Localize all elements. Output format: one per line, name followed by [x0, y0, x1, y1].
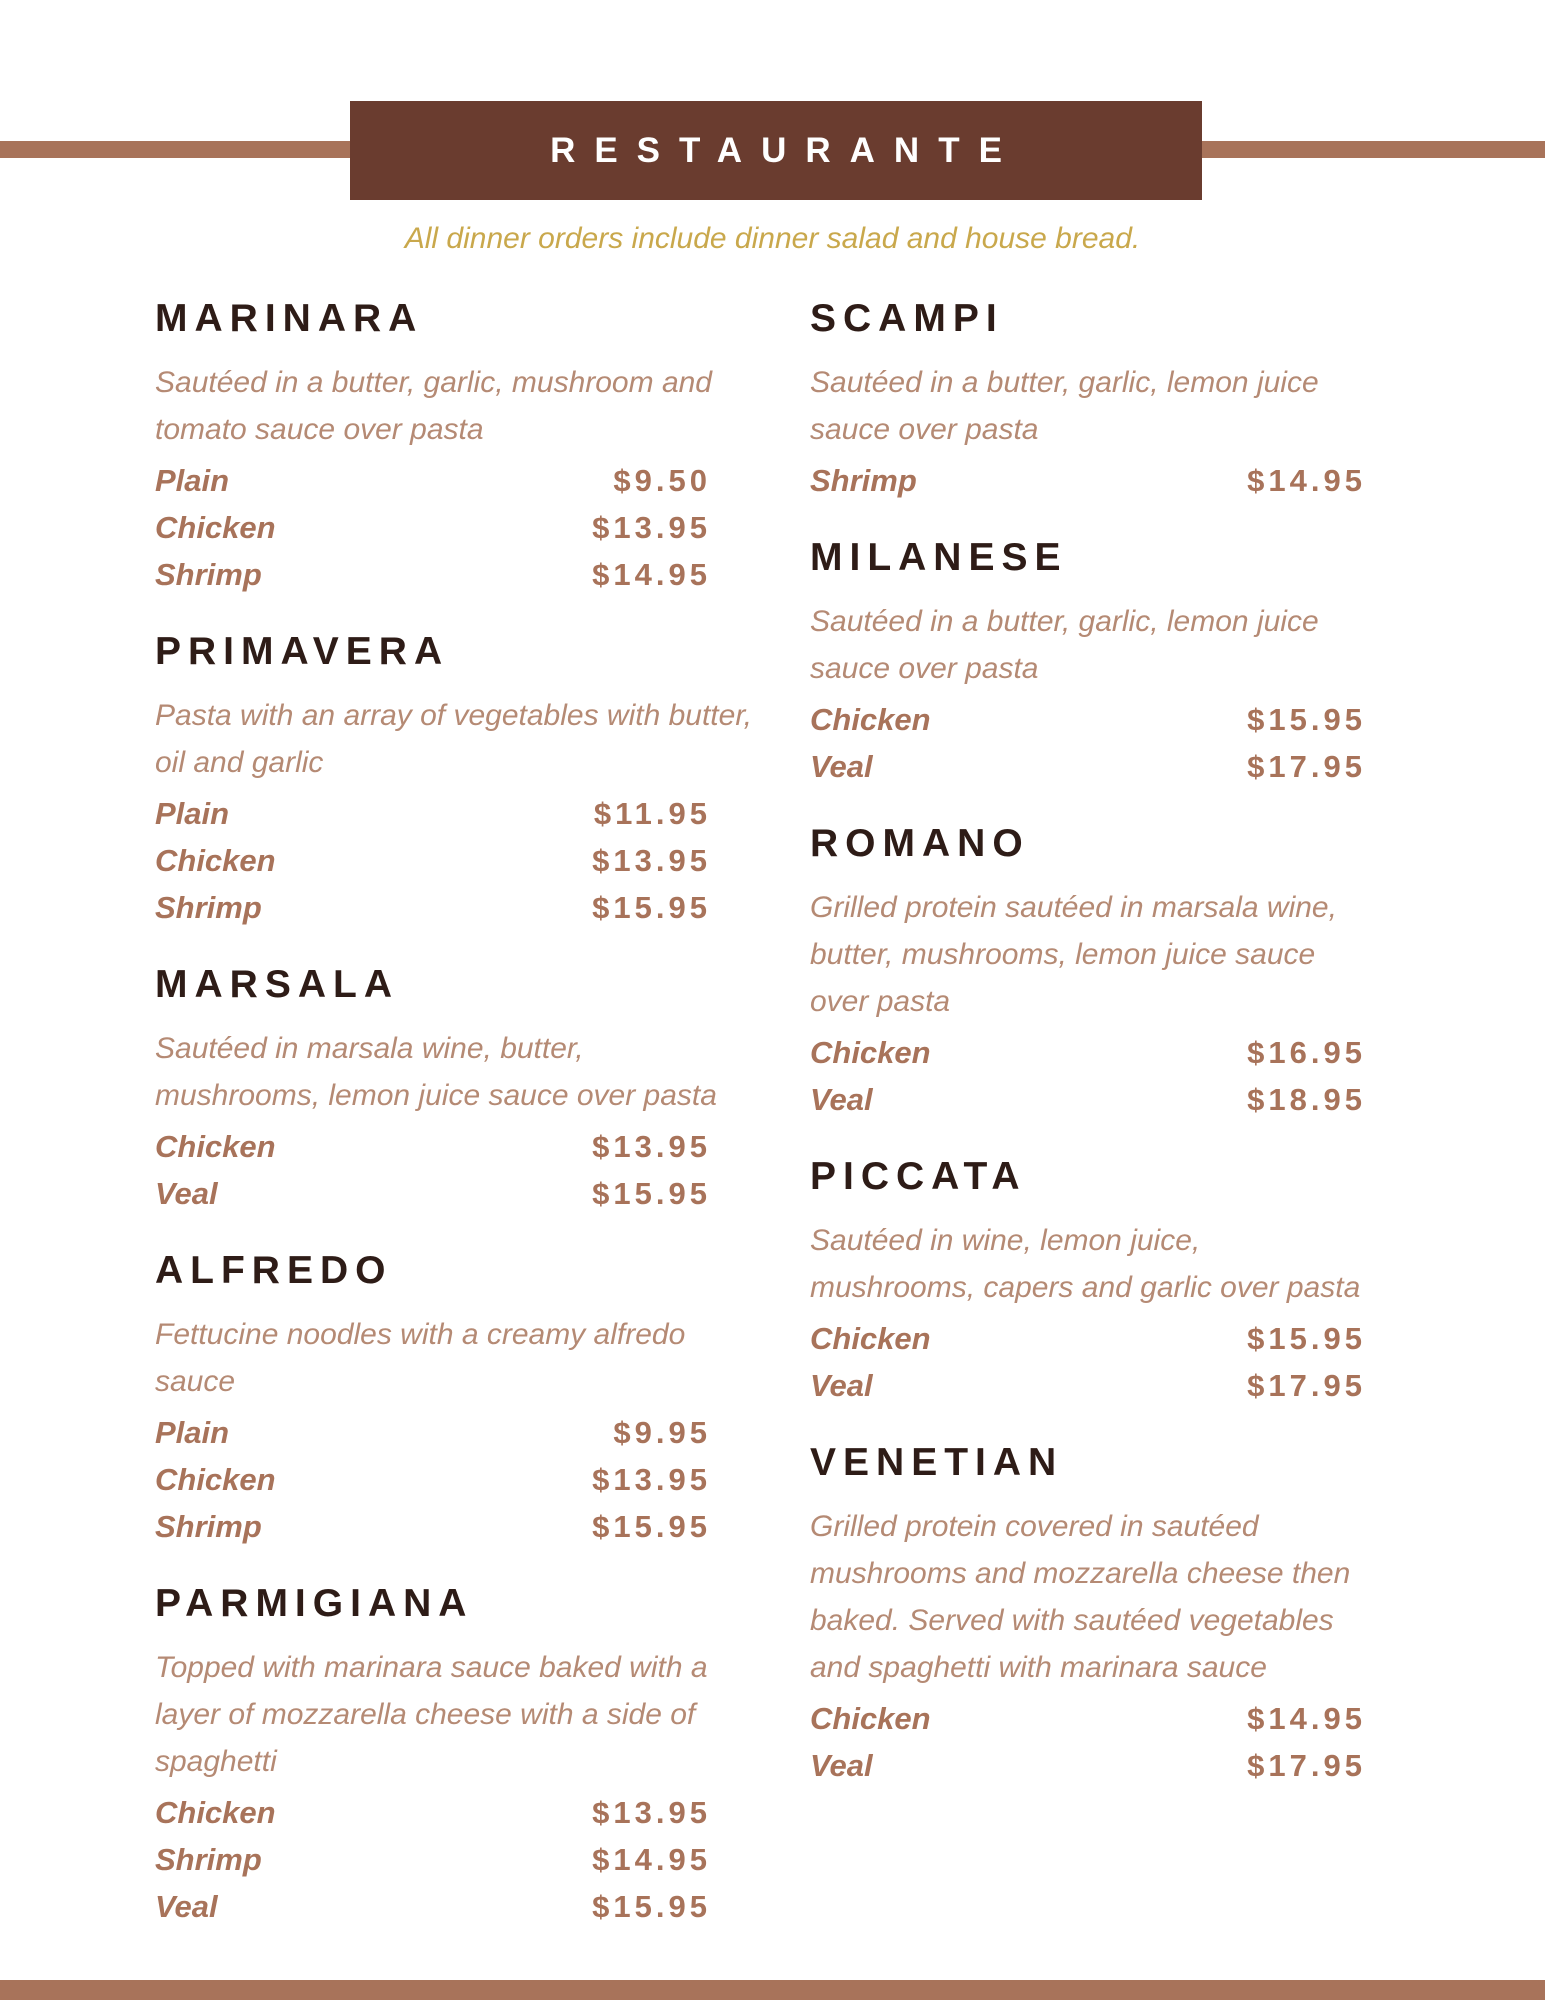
section-title: VENETIAN: [810, 1441, 1064, 1484]
menu-item-name: Chicken: [155, 1795, 276, 1830]
section-description: Grilled protein sautéed in marsala wine, butter, mushrooms, lemon juice sauce over pasta: [810, 891, 1337, 1018]
menu-item-name: Shrimp: [155, 1509, 262, 1544]
menu-note: All dinner orders include dinner salad and house bread.: [404, 222, 1141, 255]
menu-item-price: $13.95: [592, 510, 711, 545]
section-title: SCAMPI: [810, 297, 1004, 340]
menu-item-name: Chicken: [155, 843, 276, 878]
menu-item-name: Shrimp: [155, 1842, 262, 1877]
menu-item-name: Shrimp: [155, 557, 262, 592]
menu-item-row: [155, 1836, 711, 1883]
menu-item-price: $14.95: [1247, 463, 1366, 498]
menu-section-marsala: [155, 961, 755, 1217]
menu-item-name: Plain: [155, 796, 230, 831]
menu-section-milanese: [810, 534, 1370, 790]
menu-item-row: [155, 504, 711, 551]
section-title: MARSALA: [155, 963, 399, 1006]
menu-item-price: $17.95: [1247, 1368, 1366, 1403]
section-title: PICCATA: [810, 1155, 1027, 1198]
section-description: Pasta with an array of vegetables with butter, oil and garlic: [155, 699, 752, 779]
menu-item-name: Plain: [155, 1415, 230, 1450]
menu-item-row: [155, 884, 711, 931]
section-title: MILANESE: [810, 536, 1068, 579]
menu-item-price: $9.95: [613, 1415, 711, 1450]
menu-item-row: [155, 837, 711, 884]
menu-item-name: Chicken: [155, 510, 276, 545]
menu-item-price: $14.95: [592, 557, 711, 592]
menu-item-row: [155, 1170, 711, 1217]
menu-item-row: [810, 696, 1366, 743]
section-description: Sautéed in a butter, garlic, lemon juice sauce over pasta: [810, 605, 1319, 685]
menu-section-marinara: [155, 295, 755, 598]
menu-item-name: Chicken: [810, 702, 931, 737]
menu-item-price: $13.95: [592, 1462, 711, 1497]
title-banner: [350, 101, 1202, 200]
footer-rule: [0, 1980, 1545, 2000]
section-description: Grilled protein covered in sautéed mushrooms and mozzarella cheese then baked. Served with sautéed vegetables and spaghetti with marinara sauce: [810, 1510, 1351, 1684]
menu-item-row: [810, 1695, 1366, 1742]
menu-item-name: Chicken: [810, 1035, 931, 1070]
section-title: MARINARA: [155, 297, 424, 340]
menu-item-row: [155, 1789, 711, 1836]
menu-section-romano: [810, 820, 1370, 1123]
section-description: Sautéed in a butter, garlic, mushroom and tomato sauce over pasta: [155, 366, 712, 446]
menu-item-name: Veal: [155, 1176, 218, 1211]
section-title: PRIMAVERA: [155, 630, 450, 673]
section-title: ROMANO: [810, 822, 1030, 865]
menu-item-price: $15.95: [1247, 702, 1366, 737]
menu-item-row: [155, 1123, 711, 1170]
menu-item-row: [155, 1456, 711, 1503]
section-description: Fettucine noodles with a creamy alfredo sauce: [155, 1318, 686, 1398]
page-title: RESTAURANTE: [550, 130, 1021, 170]
section-description: Sautéed in marsala wine, butter, mushrooms, lemon juice sauce over pasta: [155, 1032, 717, 1112]
menu-item-row: [810, 1315, 1366, 1362]
section-title: PARMIGIANA: [155, 1582, 474, 1625]
menu-item-row: [810, 1029, 1366, 1076]
menu-item-name: Veal: [810, 1082, 873, 1117]
menu-item-price: $14.95: [592, 1842, 711, 1877]
menu-item-price: $9.50: [613, 463, 711, 498]
menu-section-scampi: [810, 295, 1370, 504]
menu-section-primavera: [155, 628, 755, 931]
menu-item-price: $15.95: [1247, 1321, 1366, 1356]
menu-section-alfredo: [155, 1247, 755, 1550]
menu-item-price: $13.95: [592, 1129, 711, 1164]
section-description: Sautéed in a butter, garlic, lemon juice sauce over pasta: [810, 366, 1319, 446]
section-description: Topped with marinara sauce baked with a layer of mozzarella cheese with a side of spaghetti: [155, 1651, 708, 1778]
menu-item-price: $15.95: [592, 1509, 711, 1544]
menu-section-piccata: [810, 1153, 1370, 1409]
menu-item-name: Shrimp: [155, 890, 262, 925]
menu-item-name: Chicken: [155, 1462, 276, 1497]
menu-item-price: $13.95: [592, 843, 711, 878]
menu-item-name: Veal: [810, 749, 873, 784]
menu-item-price: $15.95: [592, 1889, 711, 1924]
menu-item-row: [155, 1503, 711, 1550]
menu-item-row: [810, 1362, 1366, 1409]
menu-item-row: [810, 1742, 1366, 1789]
menu-section-venetian: [810, 1439, 1370, 1789]
menu-item-row: [810, 743, 1366, 790]
menu-item-name: Veal: [155, 1889, 218, 1924]
menu-item-row: [155, 551, 711, 598]
menu-item-name: Chicken: [810, 1701, 931, 1736]
menu-item-row: [810, 457, 1366, 504]
menu-section-parmigiana: [155, 1580, 755, 1930]
menu-item-row: [155, 1409, 711, 1456]
menu-item-price: $18.95: [1247, 1082, 1366, 1117]
menu-item-name: Shrimp: [810, 463, 917, 498]
menu-item-name: Veal: [810, 1748, 873, 1783]
menu-item-name: Chicken: [155, 1129, 276, 1164]
menu-item-row: [155, 1883, 711, 1930]
menu-item-price: $13.95: [592, 1795, 711, 1830]
menu-item-name: Plain: [155, 463, 230, 498]
menu-item-price: $14.95: [1247, 1701, 1366, 1736]
menu-item-price: $15.95: [592, 1176, 711, 1211]
menu-item-price: $17.95: [1247, 1748, 1366, 1783]
menu-item-price: $17.95: [1247, 749, 1366, 784]
menu-item-price: $16.95: [1247, 1035, 1366, 1070]
menu-column-right: [810, 295, 1370, 1819]
menu-item-name: Veal: [810, 1368, 873, 1403]
menu-column-left: [155, 295, 755, 1960]
menu-item-name: Chicken: [810, 1321, 931, 1356]
menu-item-row: [810, 1076, 1366, 1123]
menu-item-price: $11.95: [593, 796, 711, 831]
section-title: ALFREDO: [155, 1249, 393, 1292]
section-description: Sautéed in wine, lemon juice, mushrooms, capers and garlic over pasta: [810, 1224, 1361, 1304]
menu-item-row: [155, 790, 711, 837]
menu-item-row: [155, 457, 711, 504]
menu-item-price: $15.95: [592, 890, 711, 925]
